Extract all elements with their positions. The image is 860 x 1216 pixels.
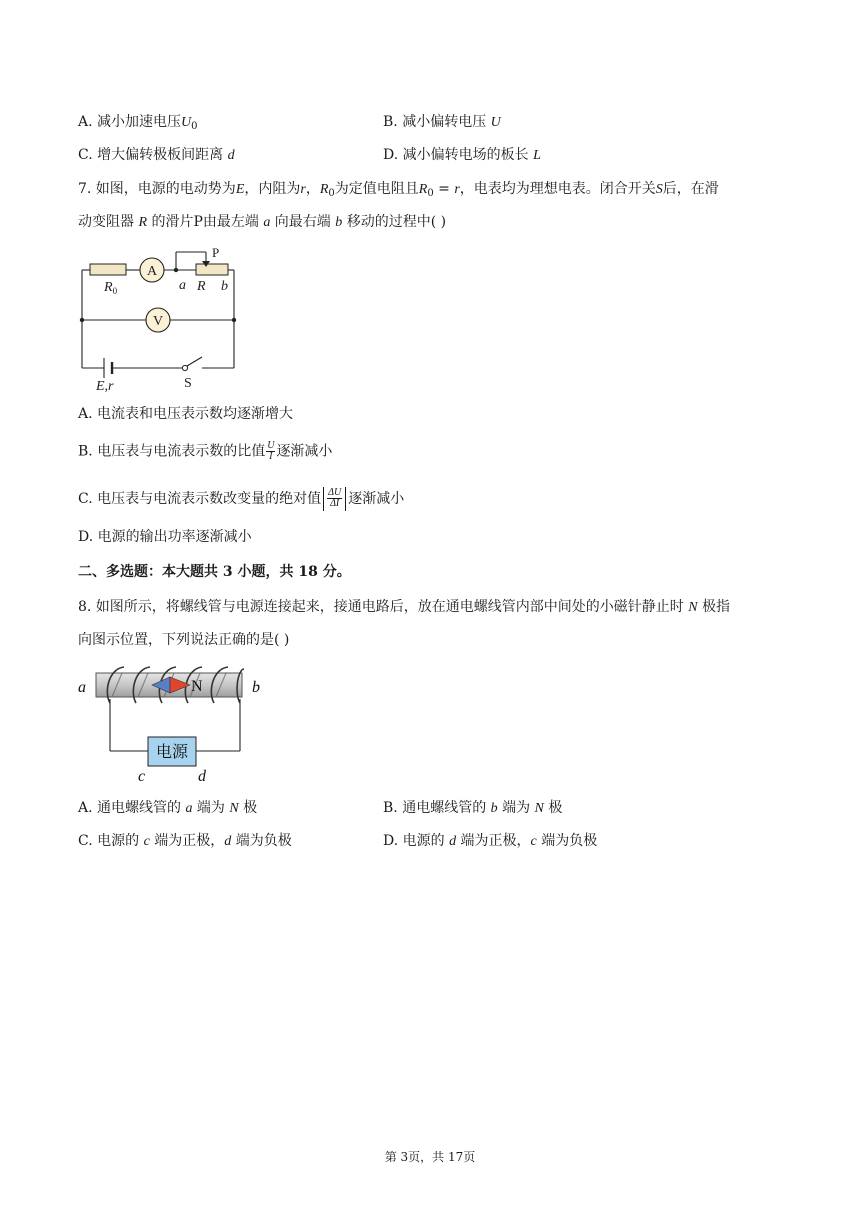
label-terminal-c: c <box>138 768 146 785</box>
q6-option-b: B. 减小偏转电压 U <box>383 114 501 130</box>
junction-right <box>232 318 236 322</box>
q8-option-d: D. 电源的 d 端为正极，c 端为负极 <box>383 833 598 849</box>
ammeter <box>140 258 164 282</box>
battery <box>104 358 112 378</box>
q7-option-b: B. 电压表与电流表示数的比值 $\frac{U}{I}$ 逐渐减小 <box>78 440 333 462</box>
q6-option-d: D. 减小偏转电场的板长 L <box>383 147 541 163</box>
q7-option-a: A. 电流表和电压表示数均逐渐增大 <box>78 406 294 422</box>
needle-label-n: N <box>191 678 203 695</box>
fraction-u-over-i: $\frac{U}{I}$ <box>267 440 275 462</box>
resistor-r0 <box>90 264 126 275</box>
label-r: R <box>197 279 206 294</box>
q6-option-c: C. 增大偏转极板间距离 d <box>78 147 235 163</box>
slider-label-p: P <box>212 245 220 260</box>
junction-left <box>80 318 84 322</box>
power-source-label: 电源 <box>155 742 189 761</box>
q8-solenoid-diagram <box>74 663 274 789</box>
q7-option-d: D. 电源的输出功率逐渐减小 <box>78 529 252 545</box>
q8-option-a: A. 通电螺线管的 a 端为 N 极 <box>78 800 258 816</box>
svg-text:A: A <box>146 264 158 279</box>
junction-a <box>174 268 178 272</box>
label-r0: $R_0$ <box>104 280 118 296</box>
q8-stem-line2: 向图示位置，下列说法正确的是( ) <box>78 632 290 648</box>
q8-stem-line1: 8. 如图所示，将螺线管与电源连接起来，接通电路后，放在通电螺线管内部中间处的小磁针静止时 N 极指 <box>78 599 731 615</box>
q7-stem-line1: 7. 如图，电源的电动势为E，内阻为r，$R_0$为定值电阻且$R_0 = r$，电表均为理想电表。闭合开关S后，在滑 <box>78 181 719 199</box>
label-a: a <box>179 278 186 293</box>
label-end-a: a <box>78 679 86 696</box>
label-b: b <box>221 279 228 294</box>
svg-text:V: V <box>152 314 164 329</box>
rheostat-r <box>196 264 228 275</box>
q6-option-a: A. 减小加速电压$U_0$ <box>78 114 198 132</box>
q8-option-c: C. 电源的 c 端为正极，d 端为负极 <box>78 833 292 849</box>
label-switch: S <box>184 376 192 391</box>
abs-fraction-du-over-di: $\frac{\Delta U}{\Delta I}$ <box>323 487 346 511</box>
label-end-b: b <box>252 679 260 696</box>
q8-option-b: B. 通电螺线管的 b 端为 N 极 <box>383 800 563 816</box>
label-source: E,r <box>96 379 114 394</box>
page-footer: 第 3页，共 17页 <box>384 1150 476 1164</box>
q7-circuit-diagram <box>76 244 246 394</box>
q7-option-c: C. 电压表与电流表示数改变量的绝对值 $\frac{\Delta U}{\Delta I}$ 逐渐减小 <box>78 487 405 509</box>
q7-stem-line2: 动变阻器 R 的滑片P由最左端 a 向最右端 b 移动的过程中( ) <box>78 214 447 230</box>
switch <box>182 357 202 371</box>
label-terminal-d: d <box>198 768 206 785</box>
voltmeter <box>146 308 170 332</box>
section-heading-multi-choice: 二、多选题：本大题共 3 小题，共 18 分。 <box>78 564 351 580</box>
